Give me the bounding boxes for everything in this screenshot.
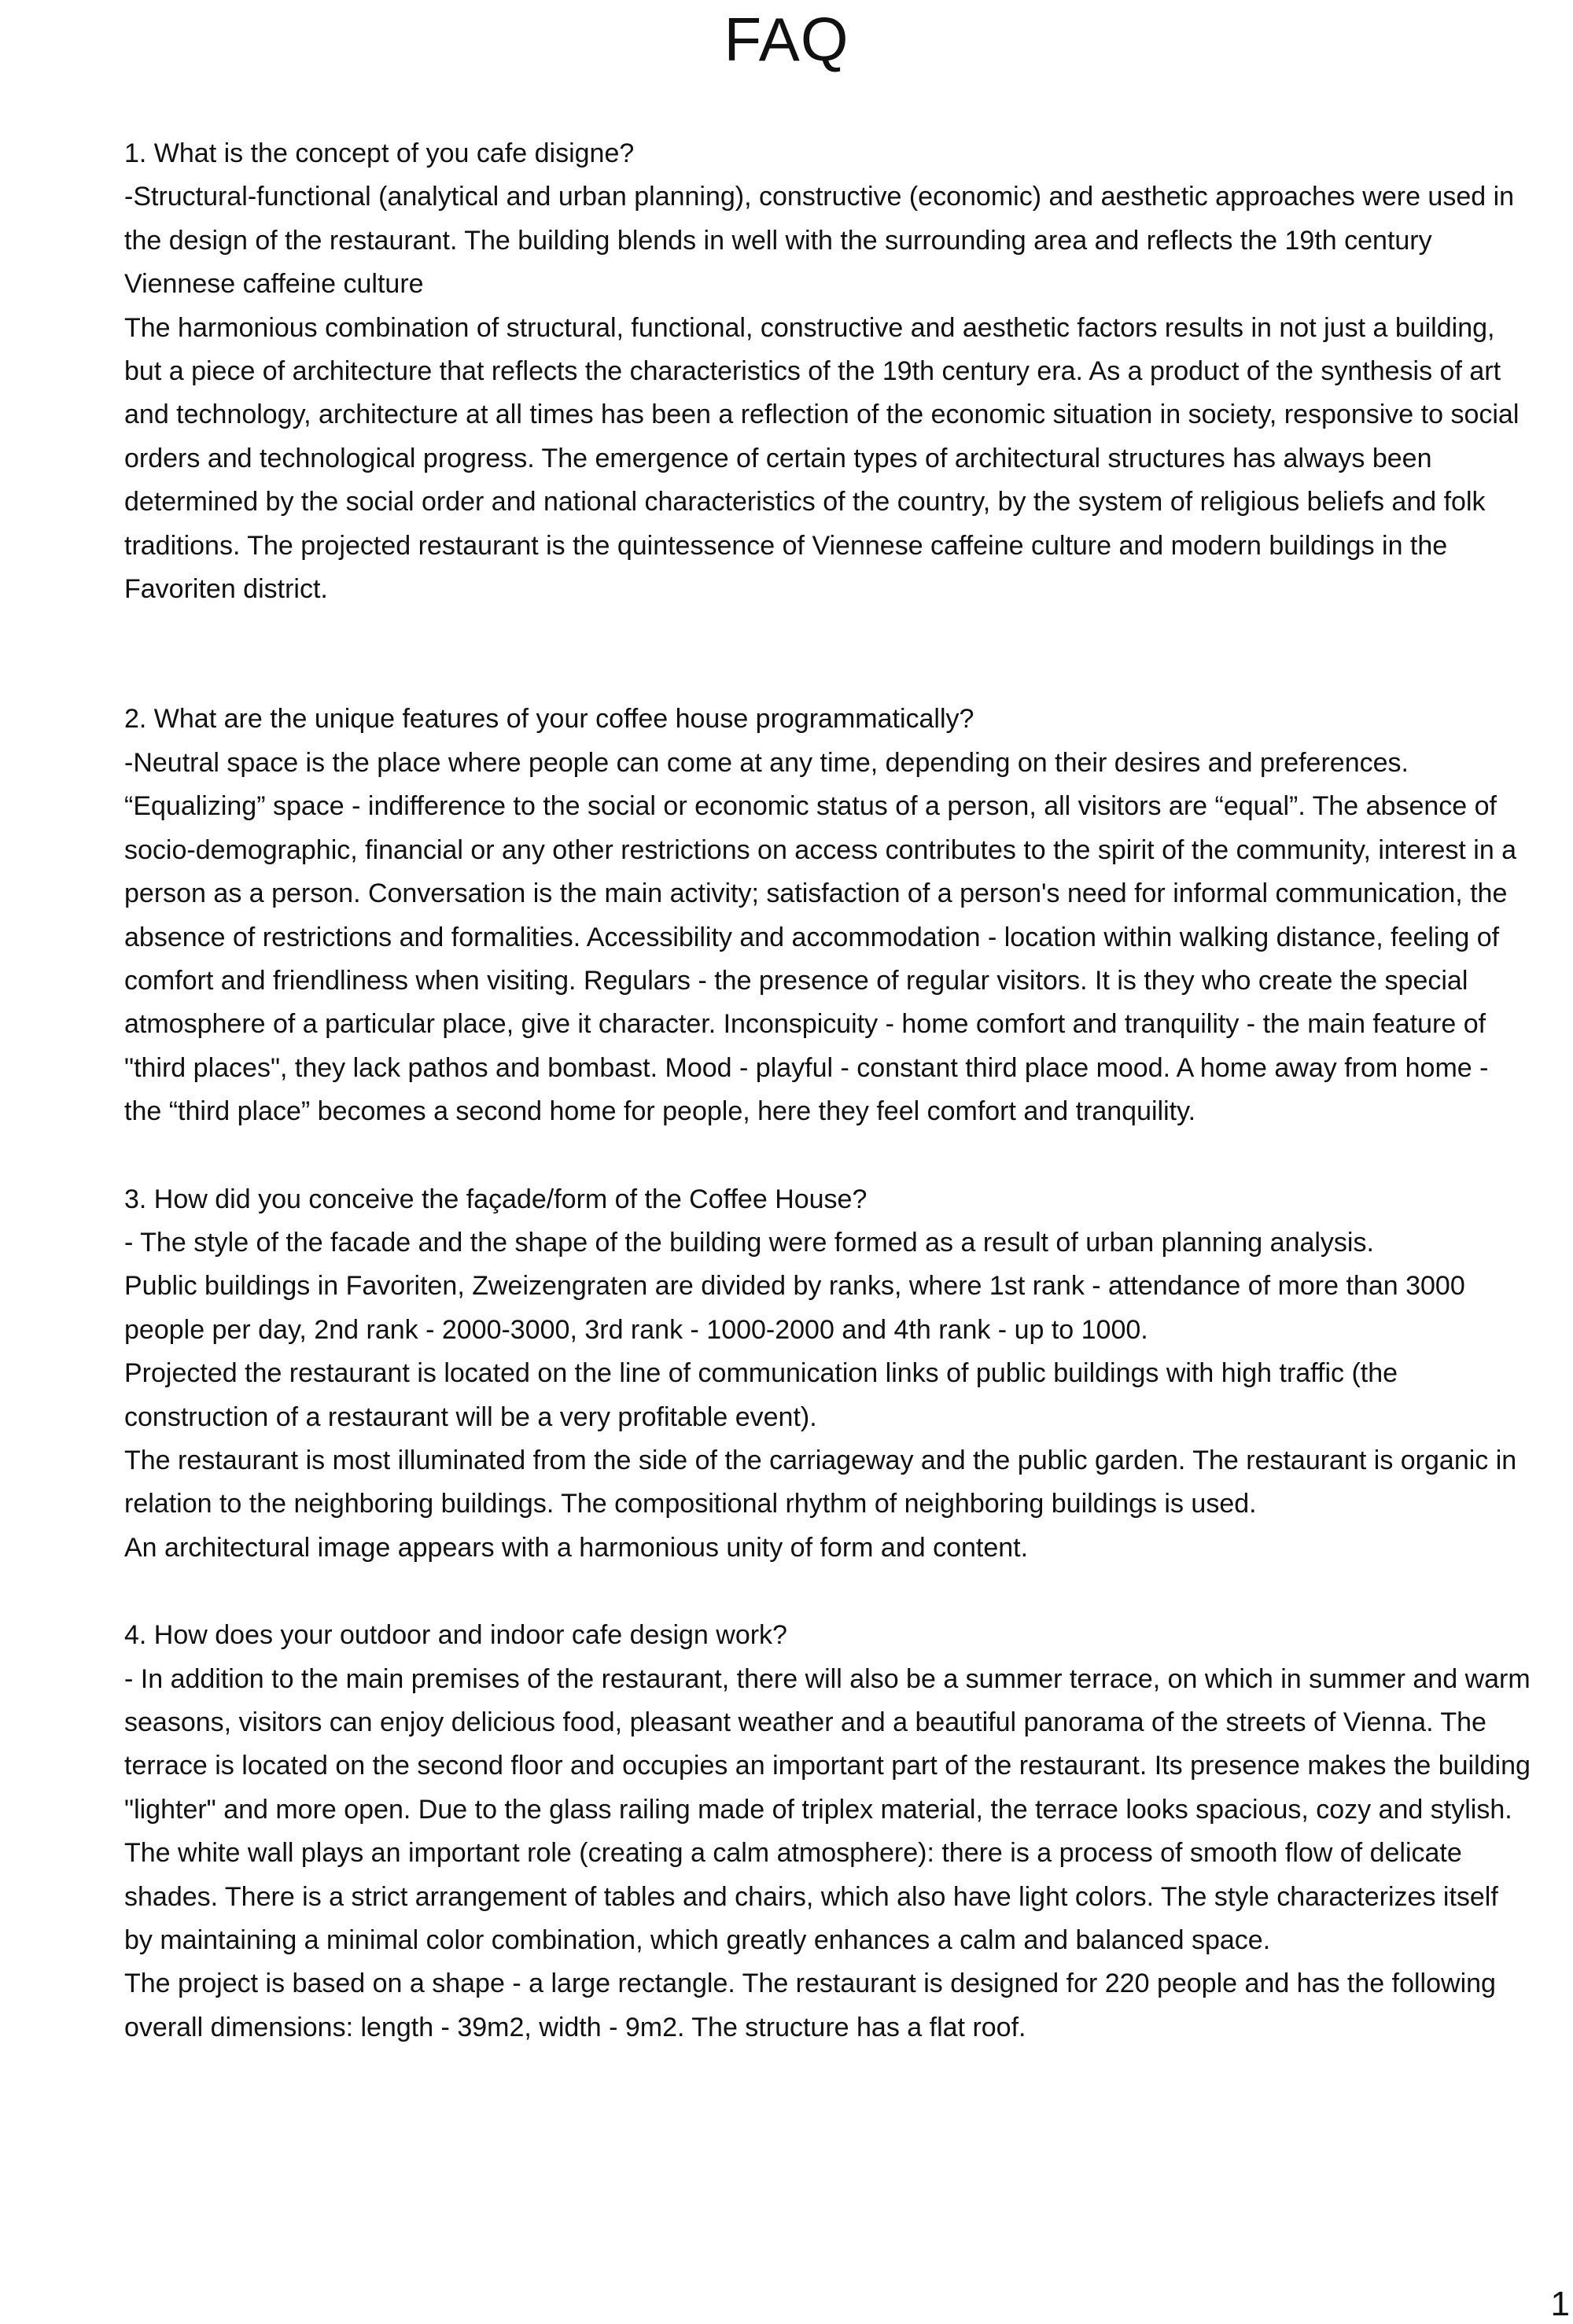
faq-question-3: 3. How did you conceive the façade/form of the Coffee House?: [124, 1184, 868, 1214]
faq-question-4: 4. How does your outdoor and indoor cafe design work?: [124, 1620, 787, 1651]
faq-item-4: [124, 1614, 1532, 2050]
faq-item-2: [124, 698, 1532, 1133]
faq-answer-1-line-1: -Structural-functional (analytical and urban planning), constructive (economic) and aesthetic approaches were used in the design of the restaurant. The building blends in well with the surrounding area and reflects the 19th century Viennese caffeine culture: [124, 182, 1515, 300]
page-number: 1: [1550, 2285, 1570, 2323]
page-title: FAQ: [724, 5, 849, 74]
section-spacer: [124, 1134, 1532, 1178]
faq-answer-3-line-5: An architectural image appears with a harmonious unity of form and content.: [124, 1532, 1029, 1563]
section-spacer: [124, 611, 1532, 698]
faq-content: [124, 132, 1532, 2050]
faq-answer-3-line-3: Projected the restaurant is located on the line of communication links of public buildings with high traffic (the construction of a restaurant will be a very profitable event).: [124, 1358, 1398, 1432]
faq-answer-3-line-4: The restaurant is most illuminated from the side of the carriageway and the public garden. The restaurant is organic in relation to the neighboring buildings. The compositional rhythm of neighboring buildings is used.: [124, 1445, 1517, 1519]
faq-answer-3-line-2: Public buildings in Favoriten, Zweizengraten are divided by ranks, where 1st rank - attendance of more than 3000 people per day, 2nd rank - 2000-3000, 3rd rank - 1000-2000 and 4th rank - up to 1000.: [124, 1271, 1465, 1345]
faq-question-1: 1. What is the concept of you cafe disigne?: [124, 138, 635, 168]
faq-answer-3-line-1: - The style of the facade and the shape of the building were formed as a result of urban planning analysis.: [124, 1227, 1374, 1258]
faq-answer-2-line-1: -Neutral space is the place where people can come at any time, depending on their desires and preferences. “Equalizing” space - indifference to the social or economic status of a person, all visitors are “equal”. The absence of socio-demographic, financial or any other restrictions on access contributes to the spirit of the community, interest in a person as a person. Conversation is the main activity; satisfaction of a person's need for informal communication, the absence of restrictions and formalities. Accessibility and accommodation - location within walking distance, feeling of comfort and friendliness when visiting. Regulars - the presence of regular visitors. It is they who create the special atmosphere of a particular place, give it character. Inconspicuity - home comfort and tranquility - the main feature of "third places", they lack pathos and bombast. Mood - playful - constant third place mood. A home away from home - the “third place” becomes a second home for people, here they feel comfort and tranquility.: [124, 747, 1517, 1127]
section-spacer: [124, 1570, 1532, 1614]
faq-answer-1-line-2: The harmonious combination of structural, functional, constructive and aesthetic factors results in not just a building, but a piece of architecture that reflects the characteristics of the 19th century era. As a product of the synthesis of art and technology, architecture at all times has been a reflection of the economic situation in society, responsive to social orders and technological progress. The emergence of certain types of architectural structures has always been determined by the social order and national characteristics of the country, by the system of religious beliefs and folk traditions. The projected restaurant is the quintessence of Viennese caffeine culture and modern buildings in the Favoriten district.: [124, 312, 1520, 605]
faq-answer-4-line-2: The project is based on a shape - a large rectangle. The restaurant is designed for 220 people and has the following overall dimensions: length - 39m2, width - 9m2. The structure has a flat roof.: [124, 1969, 1496, 2042]
faq-item-1: [124, 132, 1532, 611]
faq-answer-4-line-1: - In addition to the main premises of the restaurant, there will also be a summer terrace, on which in summer and warm seasons, visitors can enjoy delicious food, pleasant weather and a beautiful panorama of the streets of Vienna. The terrace is located on the second floor and occupies an important part of the restaurant. Its presence makes the building "lighter" and more open. Due to the glass railing made of triplex material, the terrace looks spacious, cozy and stylish. The white wall plays an important role (creating a calm atmosphere): there is a process of smooth flow of delicate shades. There is a strict arrangement of tables and chairs, which also have light colors. The style characterizes itself by maintaining a minimal color combination, which greatly enhances a calm and balanced space.: [124, 1663, 1531, 1956]
faq-question-2: 2. What are the unique features of your coffee house programmatically?: [124, 704, 974, 735]
faq-item-3: [124, 1178, 1532, 1571]
